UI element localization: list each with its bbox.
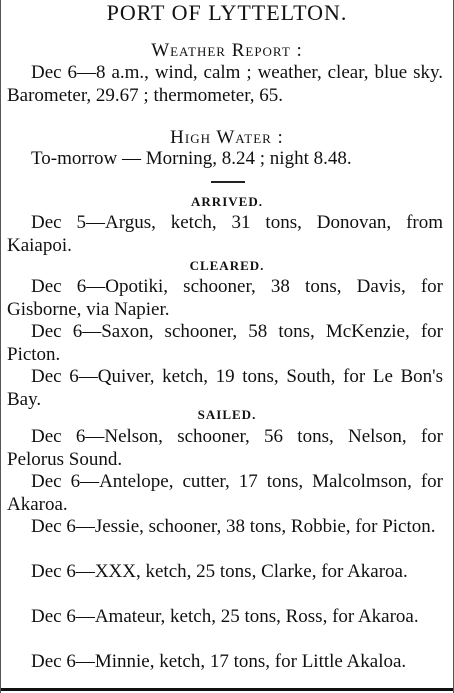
sailed-entry: Dec 6—Antelope, cutter, 17 tons, Malcolmson, for Akaroa. [7,471,443,515]
sailed-entry: Dec 6—Amateur, ketch, 25 tons, Ross, for Akaroa. [31,606,419,627]
sailed-entry: Dec 6—XXX, ketch, 25 tons, Clarke, for Akaroa. [31,561,408,582]
bottom-rule [1,688,453,691]
sailed-heading: SAILED. [197,407,257,422]
weather-heading: Weather Report : [151,40,303,61]
sailed-entry: Dec 6—Minnie, ketch, 17 tons, for Little Akaloa. [31,651,407,672]
arrived-heading: ARRIVED. [191,194,263,209]
weather-report: Dec 6—8 a.m., wind, calm ; weather, clear, blue sky. Barometer, 29.67 ; thermometer, 65. [7,62,443,106]
cleared-entry: Dec 6—Saxon, schooner, 58 tons, McKenzie, for Picton. [7,321,443,365]
arrived-entry: Dec 5—Argus, ketch, 31 tons, Donovan, from Kaiapoi. [7,212,443,256]
cleared-heading: CLEARED. [189,258,265,273]
section-divider [211,181,245,183]
cleared-entry: Dec 6—Quiver, ketch, 19 tons, South, for Le Bon's Bay. [7,366,443,410]
sailed-entry: Dec 6—Nelson, schooner, 56 tons, Nelson, for Pelorus Sound. [7,426,443,470]
high-water-times: To-morrow — Morning, 8.24 ; night 8.48. [31,148,352,169]
cleared-entry: Dec 6—Opotiki, schooner, 38 tons, Davis, for Gisborne, via Napier. [7,276,443,320]
sailed-entry: Dec 6—Jessie, schooner, 38 tons, Robbie, for Picton. [31,516,436,537]
high-water-heading: High Water : [170,127,284,148]
column-title: PORT OF LYTTELTON. [106,0,348,25]
